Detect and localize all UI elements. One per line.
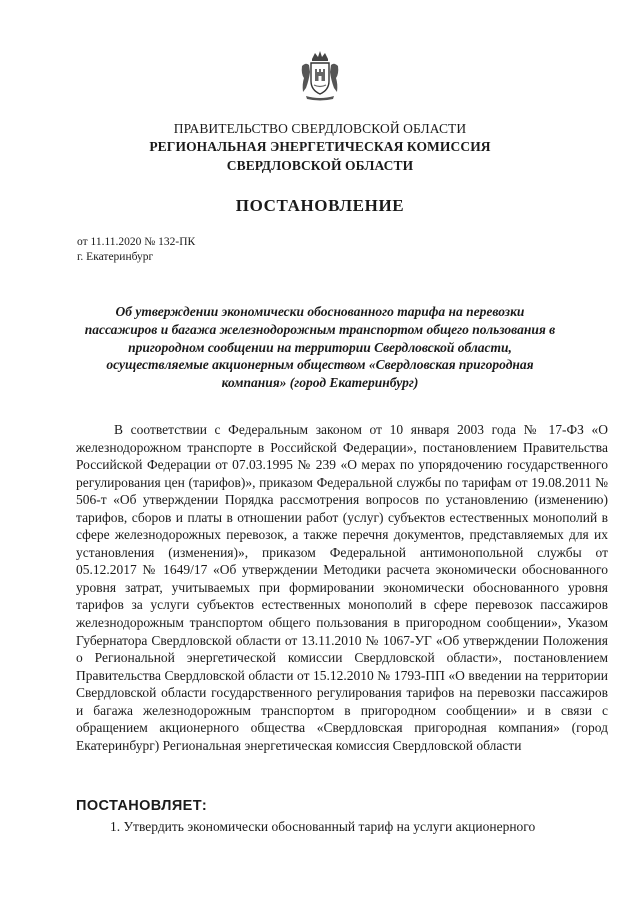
document-date-number: от 11.11.2020 № 132-ПК [77, 236, 196, 248]
decree-point-1: 1. Утвердить экономически обоснованный тариф на услуги акционерного [110, 819, 536, 834]
commission-name: РЕГИОНАЛЬНАЯ ЭНЕРГЕТИЧЕСКАЯ КОМИССИЯ [149, 139, 491, 154]
government-name: ПРАВИТЕЛЬСТВО СВЕРДЛОВСКОЙ ОБЛАСТИ [173, 121, 467, 136]
document-title: ПОСТАНОВЛЕНИЕ [235, 196, 405, 215]
commission-region: СВЕРДЛОВСКОЙ ОБЛАСТИ [226, 158, 414, 173]
coat-of-arms-emblem [300, 50, 340, 102]
document-city: г. Екатеринбург [77, 251, 154, 263]
decree-heading: ПОСТАНОВЛЯЕТ: [76, 798, 208, 814]
document-subject: Об утверждении экономически обоснованного тарифа на перевозки пассажиров и багажа железнодорожным транспортом общего пользования в пригородном сообщении на территории Свердловской области, осуществляемые акционерным обществом «Свердловская пригородная компания» (город Екатеринбург) [84, 304, 556, 391]
preamble-paragraph: В соответствии с Федеральным законом от 10 января 2003 года № 17-ФЗ «О железнодорожном транспорте в Российской Федерации», постановлением Правительства Российской Федерации от 07.03.1995 № 239 «О мерах по упорядочению государственного регулирования цен (тарифов)», приказом Федеральной службы по тарифам от 19.08.2011 № 506-т «Об утверждении Порядка рассмотрения вопросов по установлению (изменению) тарифов, сборов и платы в отношении работ (услуг) субъектов естественных монополий в сфере железнодорожных перевозок, а также перечня документов, представляемых для их установления (изменения)», приказом Федеральной антимонопольной службы от 05.12.2017 № 1649/17 «Об утверждении Методики расчета экономически обоснованного уровня затрат, учитываемых при формировании экономически обоснованного уровня тарифов за услуги субъектов естественных монополий в сфере перевозок пассажиров железнодорожным транспортом общего пользования в пригородном сообщении», Указом Губернатора Свердловской области от 13.11.2010 № 1067-УГ «Об утверждении Положения о Региональной энергетической комиссии Свердловской области», постановлением Правительства Свердловской области от 15.12.2010 № 1793-ПП «О введении на территории Свердловской области государственного регулирования тарифов на перевозки пассажиров и багажа железнодорожным транспортом в пригородном сообщении» и в связи с обращением акционерного общества «Свердловская пригородная компания» (город Екатеринбург) Региональная энергетическая комиссия Свердловской области [76, 422, 608, 753]
